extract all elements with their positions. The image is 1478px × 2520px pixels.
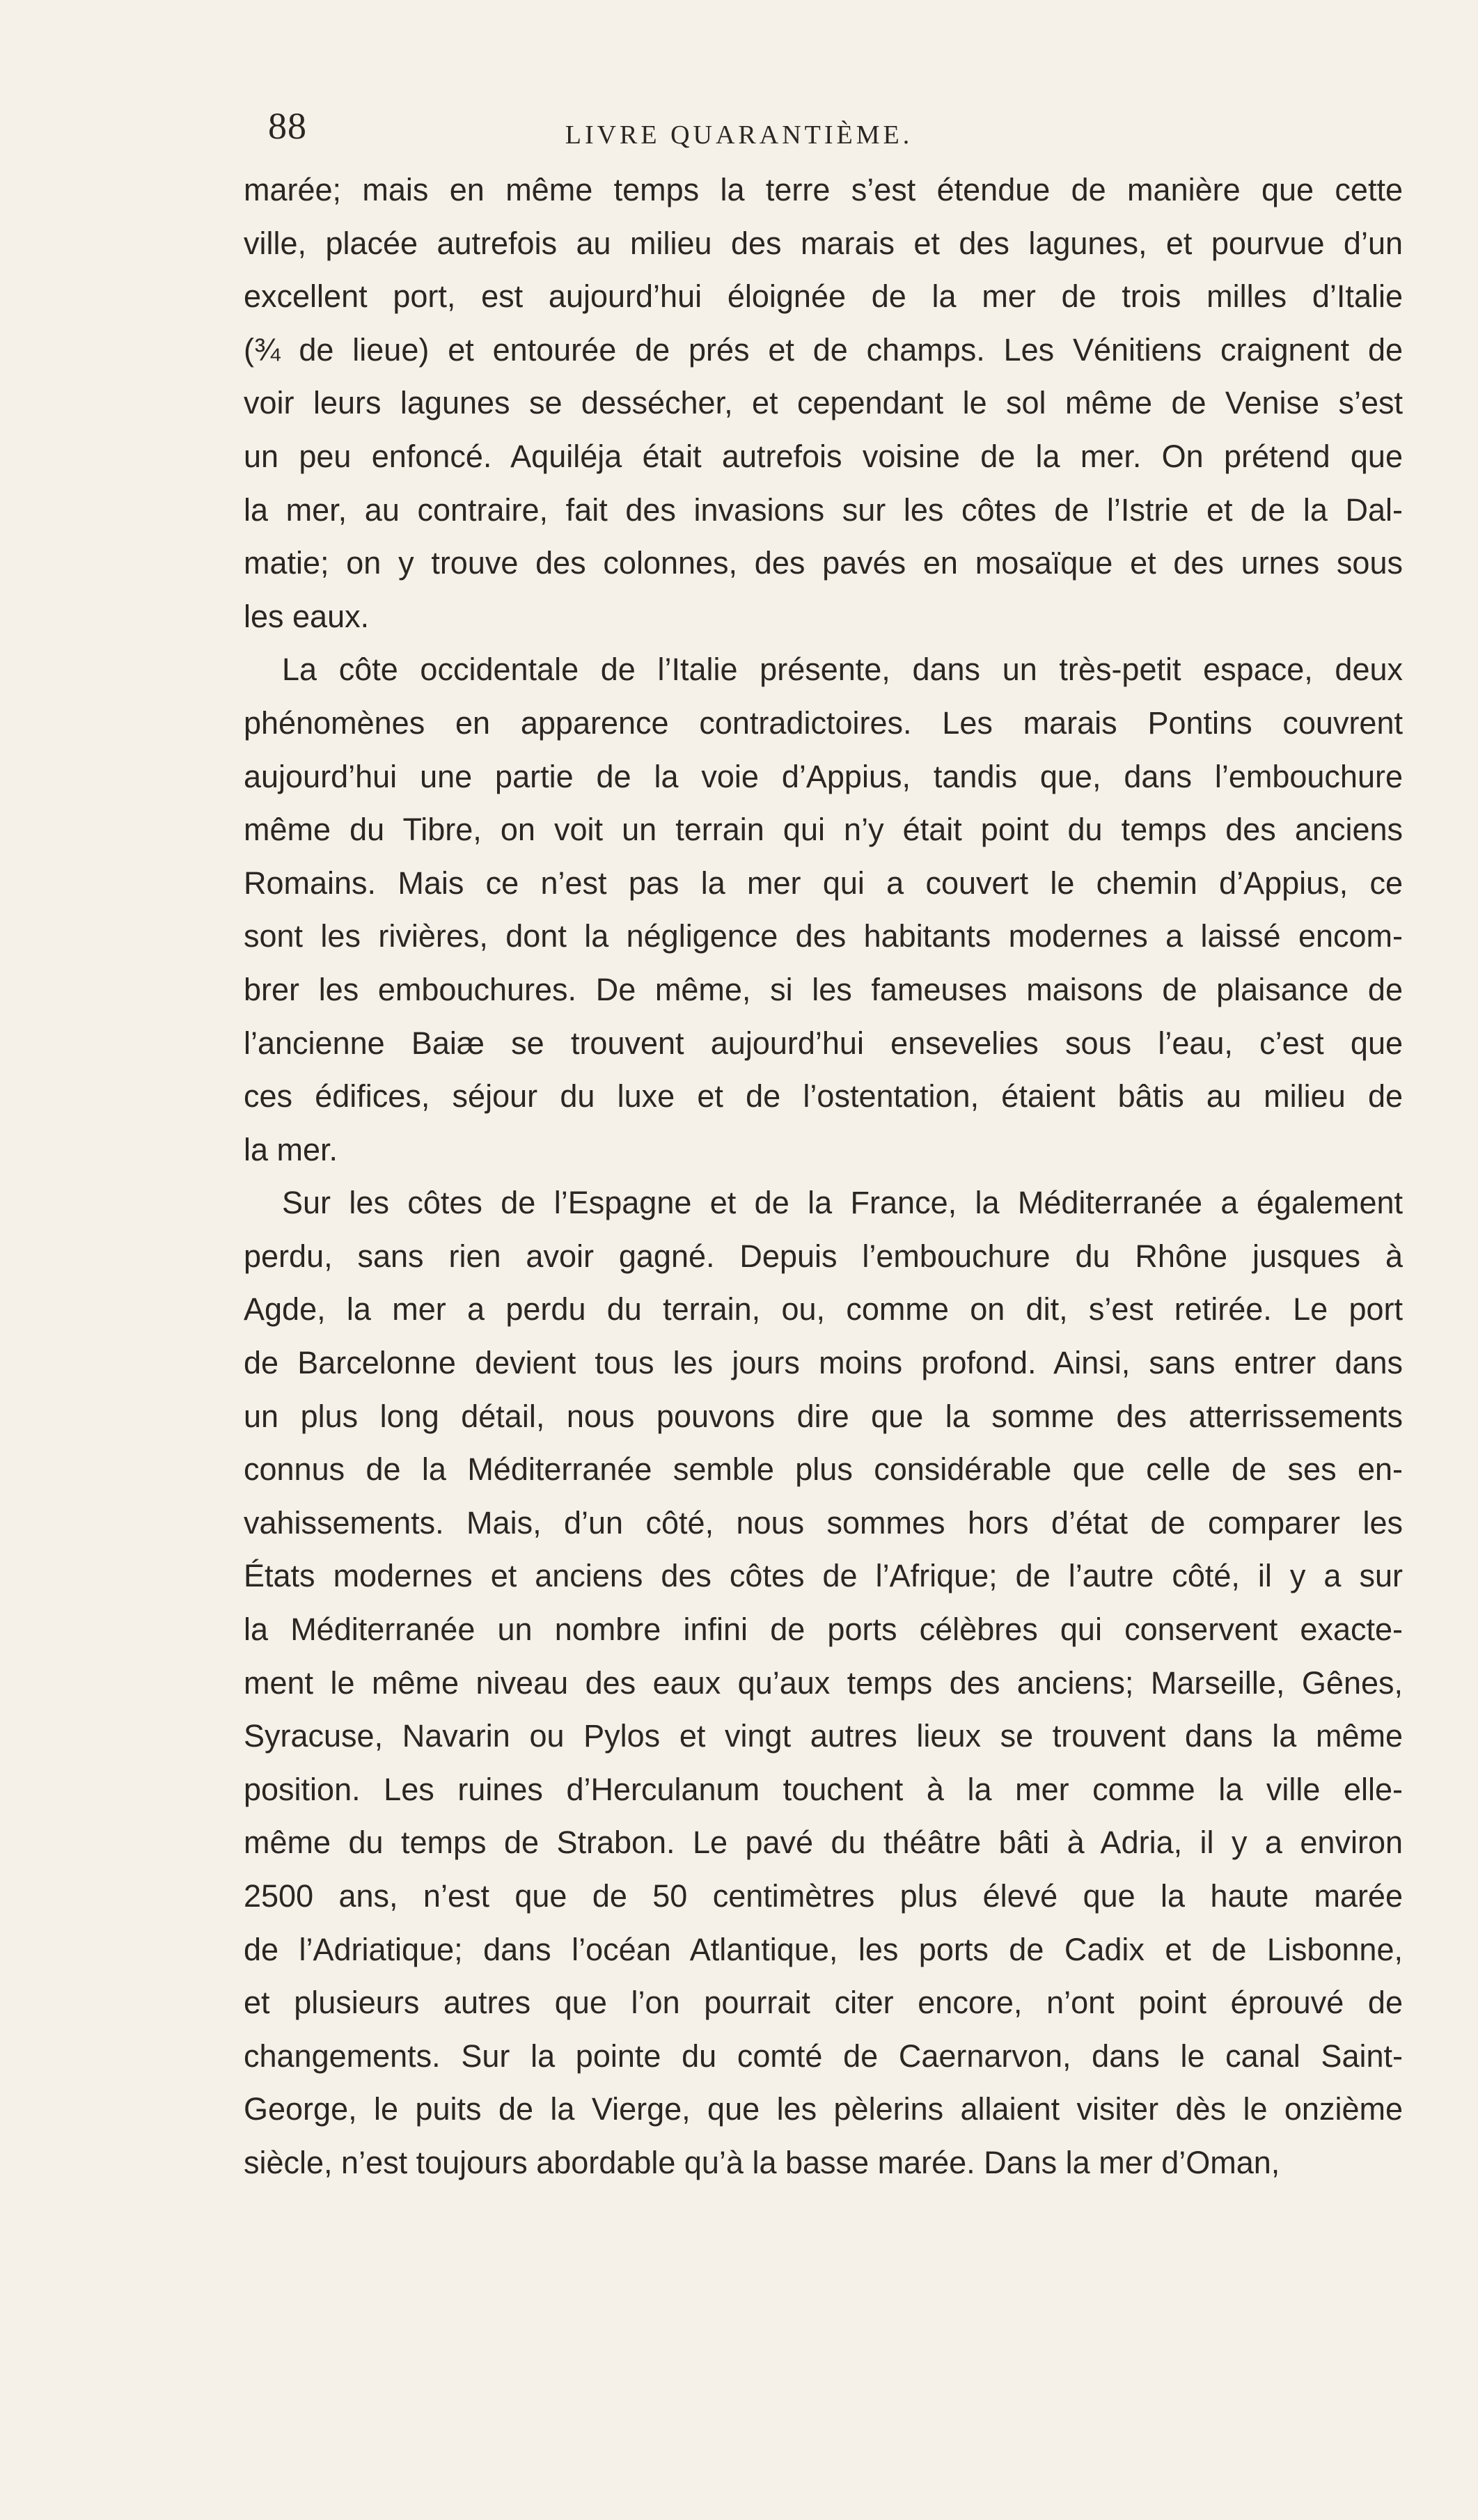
text-line: Agde, la mer a perdu du terrain, ou, comme on dit, s’est retirée. Le port (244, 1291, 1403, 1328)
text-line: sont les rivières, dont la négligence des habitants modernes a laissé encom- (244, 918, 1403, 954)
text-line: la mer. (244, 1131, 338, 1167)
text-line: de l’Adriatique; dans l’océan Atlantique, les ports de Cadix et de Lisbonne, (244, 1931, 1403, 1967)
body-text (244, 164, 1403, 2190)
text-line: même du temps de Strabon. Le pavé du théâtre bâti à Adria, il y a environ (244, 1825, 1403, 1861)
text-line: Syracuse, Navarin ou Pylos et vingt autres lieux se trouvent dans la même (244, 1718, 1403, 1754)
paragraph (244, 164, 1403, 643)
text-line: et plusieurs autres que l’on pourrait citer encore, n’ont point éprouvé de (244, 1985, 1403, 2021)
text-line: même du Tibre, on voit un terrain qui n’y était point du temps des anciens (244, 812, 1403, 848)
text-line: ville, placée autrefois au milieu des marais et des lagunes, et pourvue d’un (244, 225, 1403, 261)
text-line: La côte occidentale de l’Italie présente, dans un très-petit espace, deux (282, 652, 1403, 688)
text-line: la mer, au contraire, fait des invasions sur les côtes de l’Istrie et de la Dal- (244, 491, 1403, 528)
text-line: phénomènes en apparence contradictoires. Les marais Pontins couvrent (244, 704, 1403, 741)
text-line: siècle, n’est toujours abordable qu’à la basse marée. Dans la mer d’Oman, (244, 2144, 1280, 2180)
text-line: vahissements. Mais, d’un côté, nous sommes hors d’état de comparer les (244, 1504, 1403, 1541)
page-header (0, 104, 1478, 153)
paragraph (244, 1176, 1403, 2189)
text-line: changements. Sur la pointe du comté de Caernarvon, dans le canal Saint- (244, 2038, 1403, 2074)
text-line: 2500 ans, n’est que de 50 centimètres plus élevé que la haute marée (244, 1878, 1403, 1914)
text-line: un peu enfoncé. Aquiléja était autrefois voisine de la mer. On prétend que (244, 438, 1403, 474)
text-line: ment le même niveau des eaux qu’aux temps des anciens; Marseille, Gênes, (244, 1664, 1403, 1701)
paragraph (244, 643, 1403, 1176)
text-line: position. Les ruines d’Herculanum touchent à la mer comme la ville elle- (244, 1771, 1403, 1807)
text-line: un plus long détail, nous pouvons dire que la somme des atterrissements (244, 1398, 1403, 1434)
text-line: matie; on y trouve des colonnes, des pavés en mosaïque et des urnes sous (244, 545, 1403, 581)
text-line: États modernes et anciens des côtes de l’Afrique; de l’autre côté, il y a sur (244, 1558, 1403, 1594)
text-line: marée; mais en même temps la terre s’est étendue de manière que cette (244, 172, 1403, 207)
running-title: LIVRE QUARANTIÈME. (565, 120, 913, 150)
text-line: Romains. Mais ce n’est pas la mer qui a couvert le chemin d’Appius, ce (244, 865, 1403, 901)
text-line: aujourd’hui une partie de la voie d’Appius, tandis que, dans l’embouchure (244, 758, 1403, 794)
text-line: (¾ de lieue) et entourée de prés et de champs. Les Vénitiens craignent de (244, 331, 1403, 368)
text-line: Sur les côtes de l’Espagne et de la France, la Méditerranée a également (282, 1185, 1403, 1221)
text-line: connus de la Méditerranée semble plus considérable que celle de ses en- (244, 1451, 1403, 1488)
text-line: voir leurs lagunes se dessécher, et cependant le sol même de Venise s’est (244, 385, 1403, 421)
text-line: la Méditerranée un nombre infini de ports célèbres qui conservent exacte- (244, 1612, 1403, 1648)
text-line: ces édifices, séjour du luxe et de l’ostentation, étaient bâtis au milieu de (244, 1078, 1403, 1115)
text-line: brer les embouchures. De même, si les fameuses maisons de plaisance de (244, 971, 1403, 1007)
text-line: excellent port, est aujourd’hui éloignée de la mer de trois milles d’Italie (244, 278, 1403, 315)
text-line: les eaux. (244, 598, 370, 634)
text-line: George, le puits de la Vierge, que les pèlerins allaient visiter dès le onzième (244, 2091, 1403, 2127)
page-number: 88 (268, 105, 307, 147)
text-line: l’ancienne Baiæ se trouvent aujourd’hui ensevelies sous l’eau, c’est que (244, 1025, 1403, 1061)
text-line: de Barcelonne devient tous les jours moins profond. Ainsi, sans entrer dans (244, 1345, 1403, 1381)
text-line: perdu, sans rien avoir gagné. Depuis l’embouchure du Rhône jusques à (244, 1238, 1403, 1274)
